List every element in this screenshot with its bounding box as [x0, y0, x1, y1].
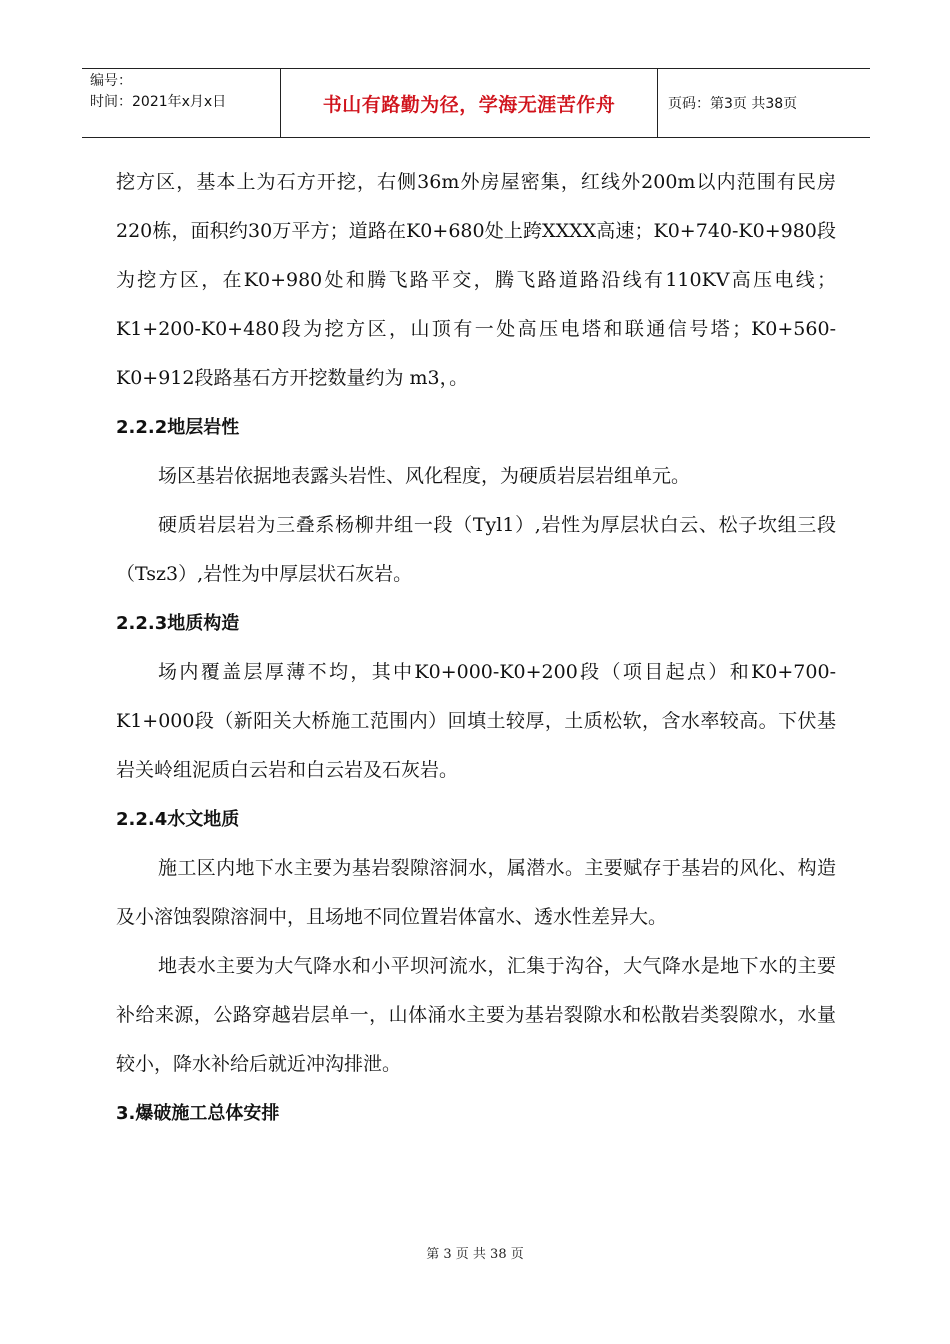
- document-number-label: 编号：: [90, 73, 132, 89]
- document-date-label: 时间：2021年x月x日: [90, 94, 227, 110]
- page-footer: 第 3 页 共 38 页: [426, 1247, 524, 1262]
- document-header: [82, 68, 870, 138]
- paragraph-surface-water: 地表水主要为大气降水和小平坝河流水，汇集于沟谷，大气降水是地下水的主要补给来源，公路穿越岩层单一，山体涌水主要为基岩裂隙水和松散岩类裂隙水，水量较小，降水补给后就近冲沟排泄。: [116, 955, 836, 1075]
- heading-blasting-arrangement: 3.爆破施工总体安排: [116, 1103, 280, 1124]
- paragraph-overburden: 场内覆盖层厚薄不均，其中K0+000-K0+200段（项目起点）和K0+700-K1+000段（新阳关大桥施工范围内）回填土较厚，土质松软，含水率较高。下伏基岩关岭组泥质白云岩和白云岩及石灰岩。: [116, 661, 836, 781]
- header-page-info: 页码：第3页 共38页: [668, 96, 798, 112]
- heading-geologic-structure: 2.2.3地质构造: [116, 613, 240, 634]
- paragraph-hard-rock: 硬质岩层岩为三叠系杨柳井组一段（Tyl1）,岩性为厚层状白云、松子坎组三段（Tsz3）,岩性为中厚层状石灰岩。: [116, 514, 836, 585]
- heading-hydrogeology: 2.2.4水文地质: [116, 809, 240, 830]
- header-meta: [82, 69, 281, 137]
- paragraph-excavation-zones: 挖方区，基本上为石方开挖，右侧36m外房屋密集，红线外200m以内范围有民房220栋，面积约30万平方；道路在K0+680处上跨XXXX高速；K0+740-K0+980段为挖方区，在K0+980处和腾飞路平交，腾飞路道路沿线有110KV高压电线；K1+200-K0+480段为挖方区，山顶有一处高压电塔和联通信号塔；K0+560-K0+912段路基石方开挖数量约为 m3，。: [116, 171, 836, 389]
- header-motto: 书山有路勤为径，学海无涯苦作舟: [281, 69, 658, 137]
- paragraph-bedrock: 场区基岩依据地表露头岩性、风化程度，为硬质岩层岩组单元。: [158, 465, 691, 487]
- heading-stratum-lithology: 2.2.2地层岩性: [116, 417, 240, 438]
- document-body: [116, 158, 836, 1138]
- paragraph-groundwater: 施工区内地下水主要为基岩裂隙溶洞水，属潜水。主要赋存于基岩的风化、构造及小溶蚀裂隙溶洞中，且场地不同位置岩体富水、透水性差异大。: [116, 857, 836, 928]
